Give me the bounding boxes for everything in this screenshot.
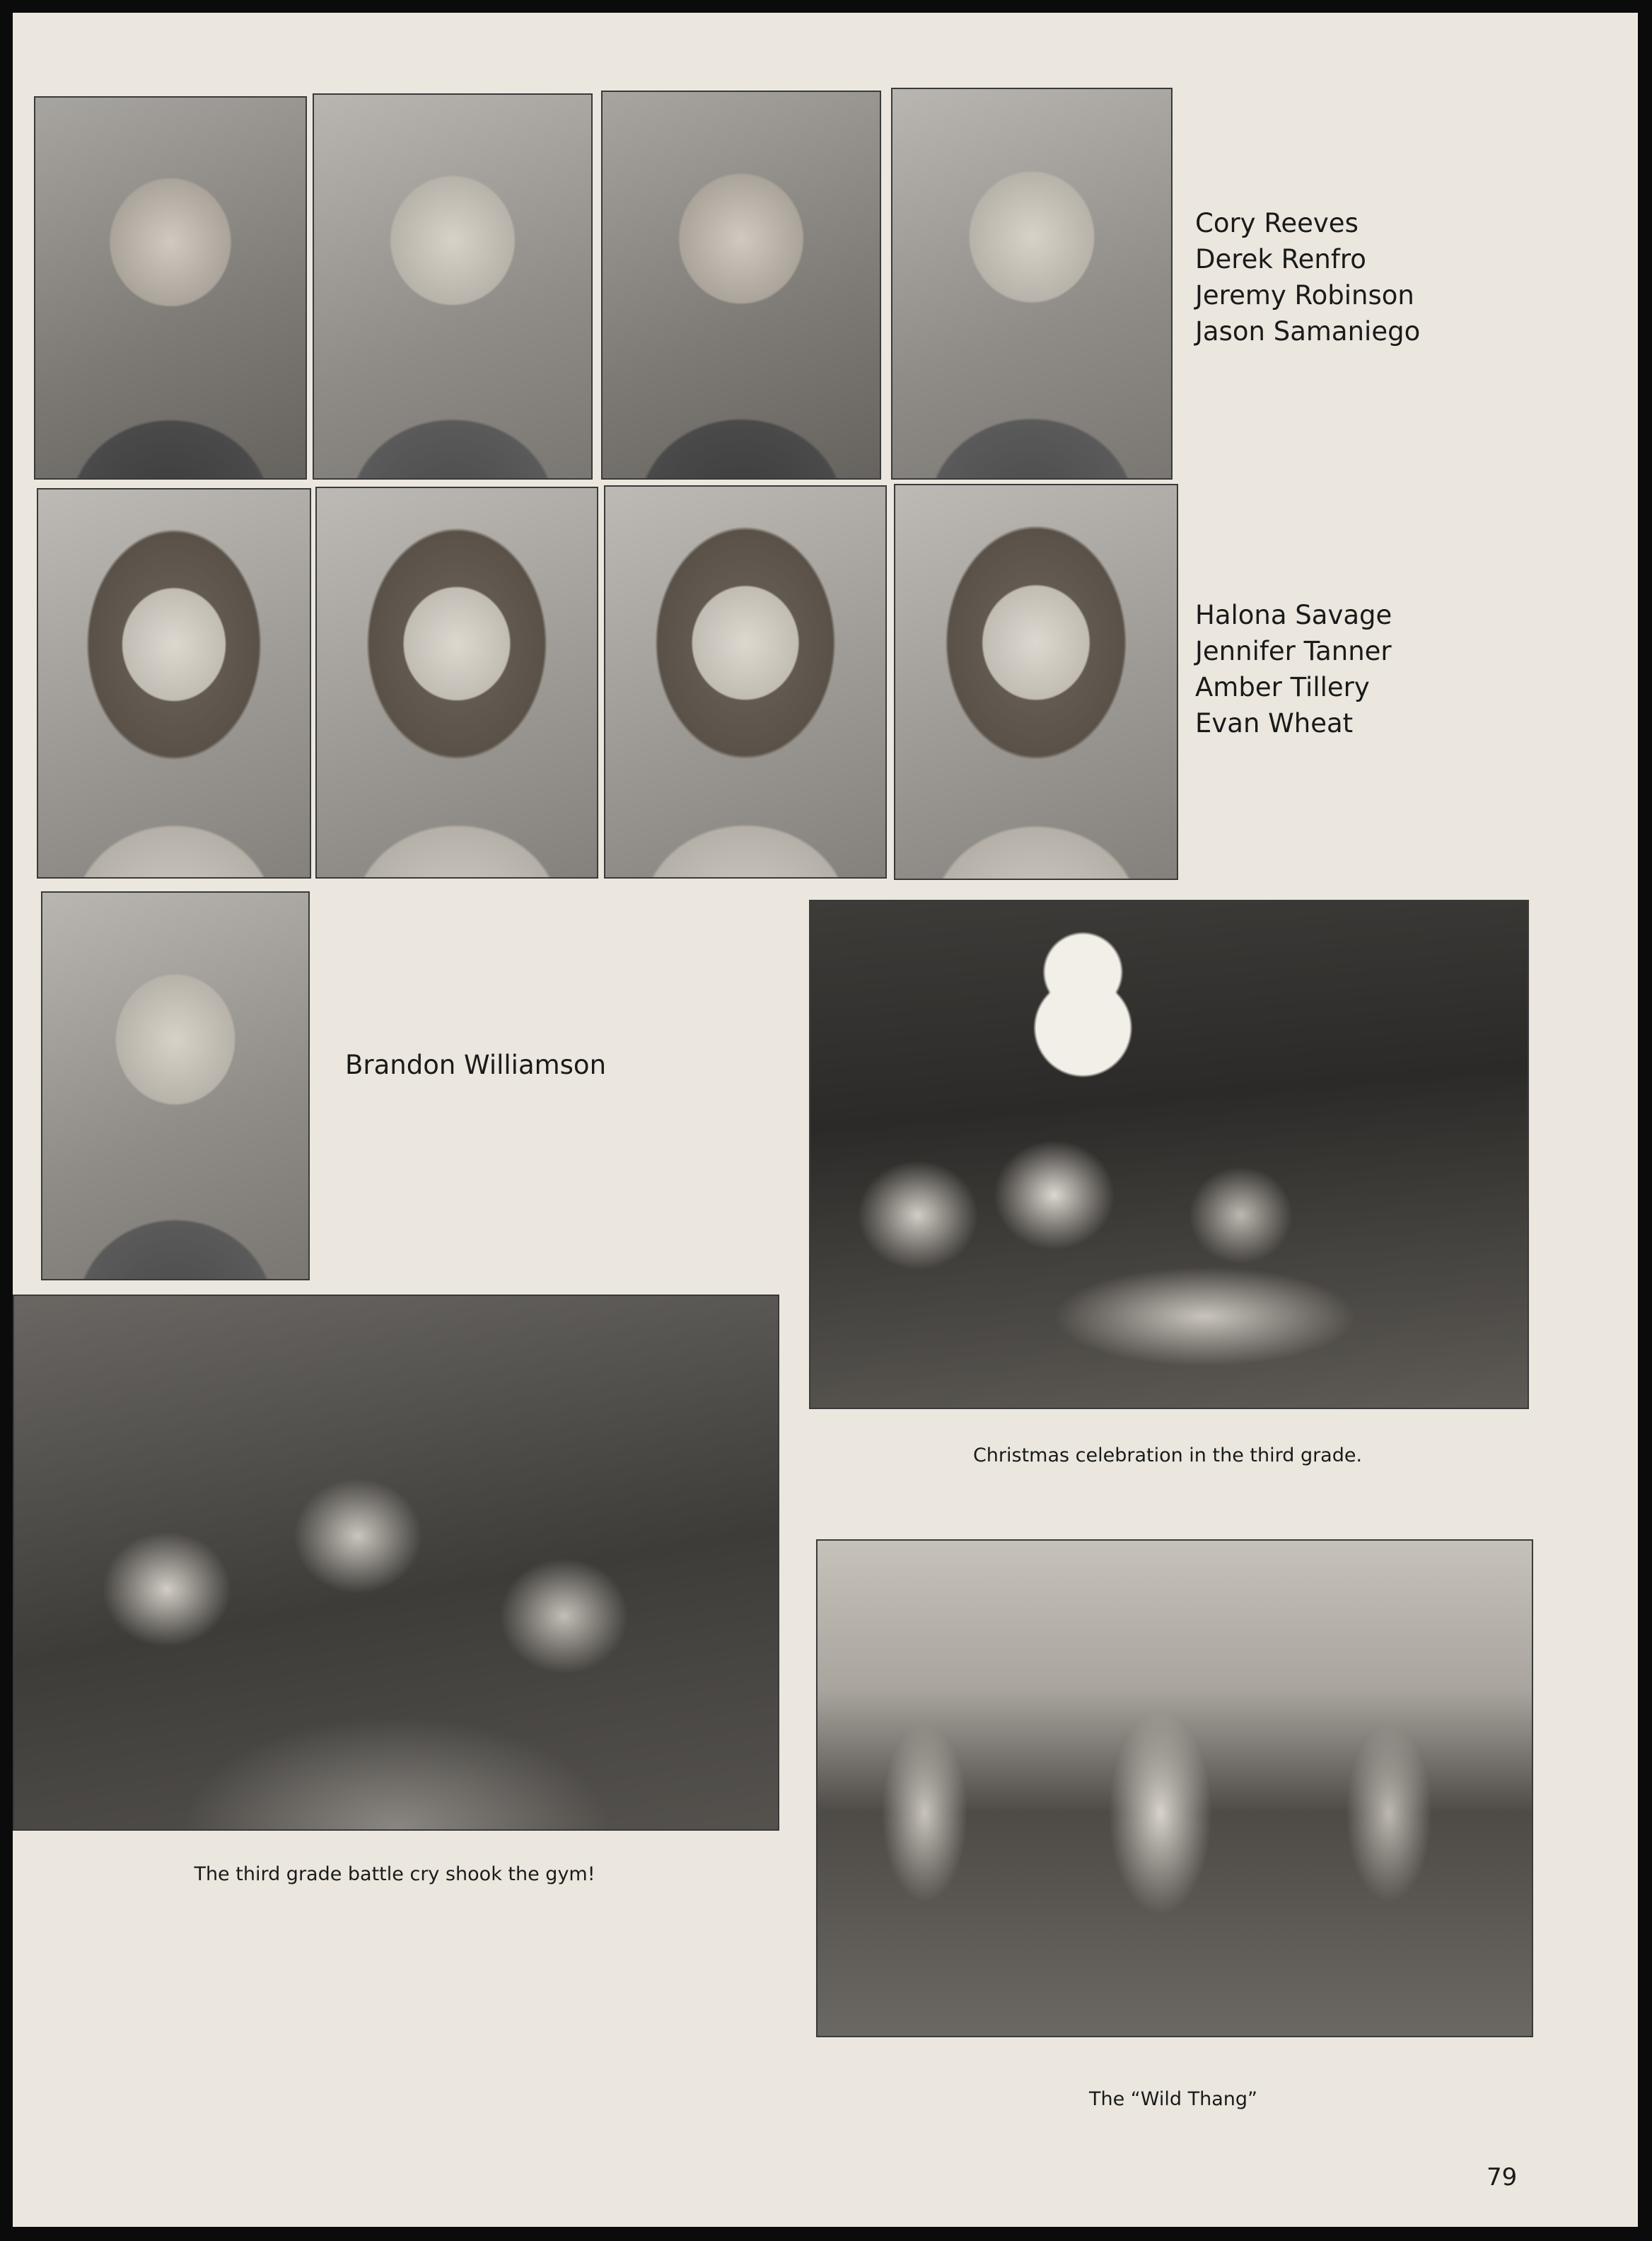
portrait-jeremy-robinson xyxy=(601,91,881,480)
name-amber-tillery: Amber Tillery xyxy=(1195,672,1370,702)
battle-cry-caption: The third grade battle cry shook the gym! xyxy=(194,1863,595,1885)
name-jennifer-tanner: Jennifer Tanner xyxy=(1195,636,1392,666)
portrait-derek-renfro xyxy=(313,93,593,480)
name-halona-savage: Halona Savage xyxy=(1195,600,1392,630)
name-derek-renfro: Derek Renfro xyxy=(1195,244,1366,274)
wild-thang-caption: The “Wild Thang” xyxy=(1088,2088,1257,2110)
portrait-evan-wheat xyxy=(894,484,1178,880)
page-number: 79 xyxy=(1487,2163,1518,2191)
name-brandon-williamson: Brandon Williamson xyxy=(345,1050,607,1080)
portrait-amber-tillery xyxy=(604,485,887,879)
wild-thang-photo xyxy=(816,1539,1533,2037)
name-jeremy-robinson: Jeremy Robinson xyxy=(1195,280,1414,311)
portrait-halona-savage xyxy=(37,488,311,879)
yearbook-page xyxy=(13,13,1638,2227)
portrait-cory-reeves xyxy=(34,96,307,480)
portrait-jennifer-tanner xyxy=(315,487,598,879)
row2-name-list xyxy=(1195,597,1392,741)
name-cory-reeves: Cory Reeves xyxy=(1195,208,1359,238)
name-evan-wheat: Evan Wheat xyxy=(1195,708,1354,739)
name-jason-samaniego: Jason Samaniego xyxy=(1195,316,1421,347)
portrait-jason-samaniego xyxy=(891,88,1173,480)
battle-cry-photo xyxy=(13,1295,779,1831)
portrait-brandon-williamson xyxy=(41,891,310,1280)
christmas-celebration-photo xyxy=(809,900,1529,1409)
row1-name-list xyxy=(1195,205,1420,349)
christmas-caption: Christmas celebration in the third grade. xyxy=(972,1444,1363,1466)
